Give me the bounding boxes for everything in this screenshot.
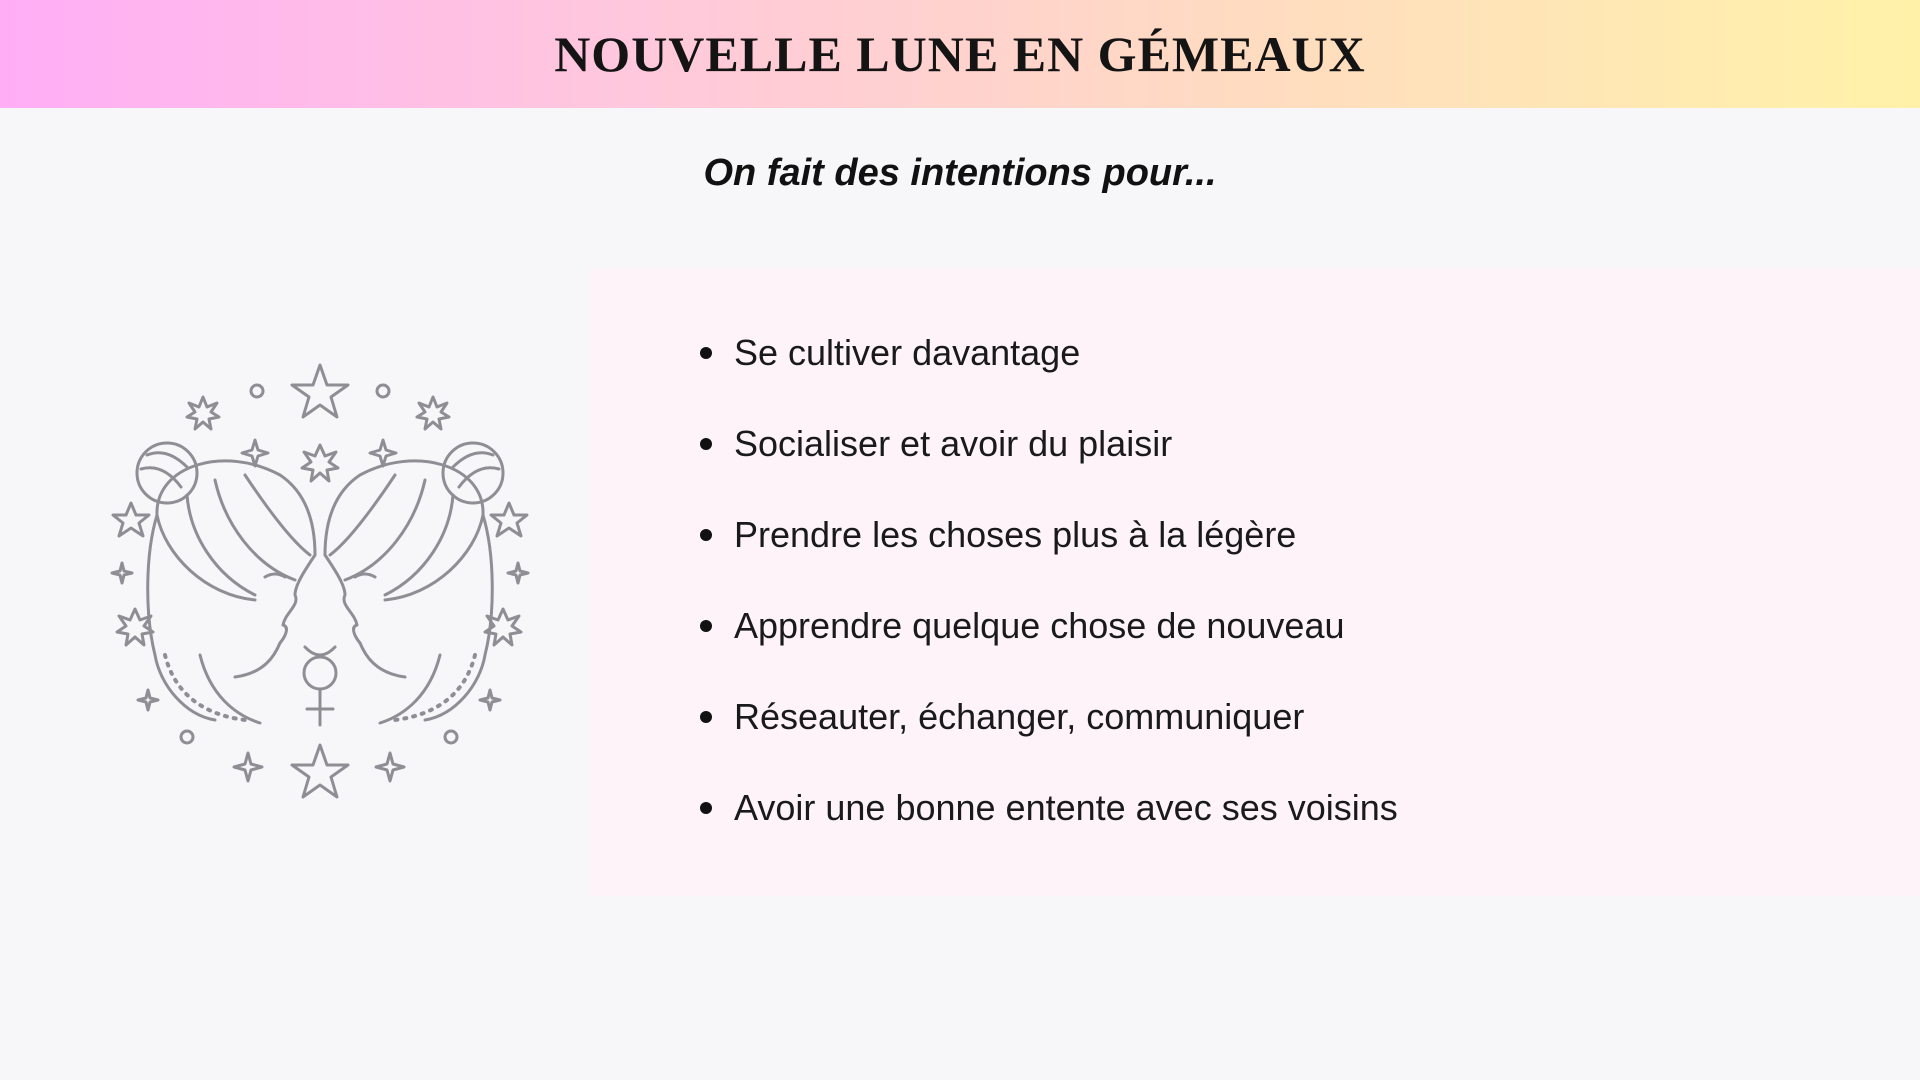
subtitle: On fait des intentions pour... xyxy=(703,152,1217,194)
intentions-list xyxy=(700,325,1398,871)
header-banner xyxy=(0,0,1920,108)
bullet-icon xyxy=(700,620,712,632)
page-title: NOUVELLE LUNE EN GÉMEAUX xyxy=(554,26,1366,82)
list-item-text: Se cultiver davantage xyxy=(734,332,1081,373)
list-item-text: Avoir une bonne entente avec ses voisins xyxy=(734,787,1398,828)
list-item xyxy=(700,325,1398,416)
bullet-icon xyxy=(700,711,712,723)
list-item-text: Prendre les choses plus à la légère xyxy=(734,514,1297,555)
bullet-icon xyxy=(700,347,712,359)
list-item-text: Apprendre quelque chose de nouveau xyxy=(734,605,1345,646)
gemini-twins-icon xyxy=(105,355,535,805)
bullet-icon xyxy=(700,802,712,814)
list-item xyxy=(700,416,1398,507)
list-item xyxy=(700,689,1398,780)
bullet-icon xyxy=(700,529,712,541)
list-item-text: Réseauter, échanger, communiquer xyxy=(734,696,1305,737)
bullet-icon xyxy=(700,438,712,450)
list-item-text: Socialiser et avoir du plaisir xyxy=(734,423,1173,464)
list-item xyxy=(700,507,1398,598)
list-item xyxy=(700,598,1398,689)
list-item xyxy=(700,780,1398,871)
